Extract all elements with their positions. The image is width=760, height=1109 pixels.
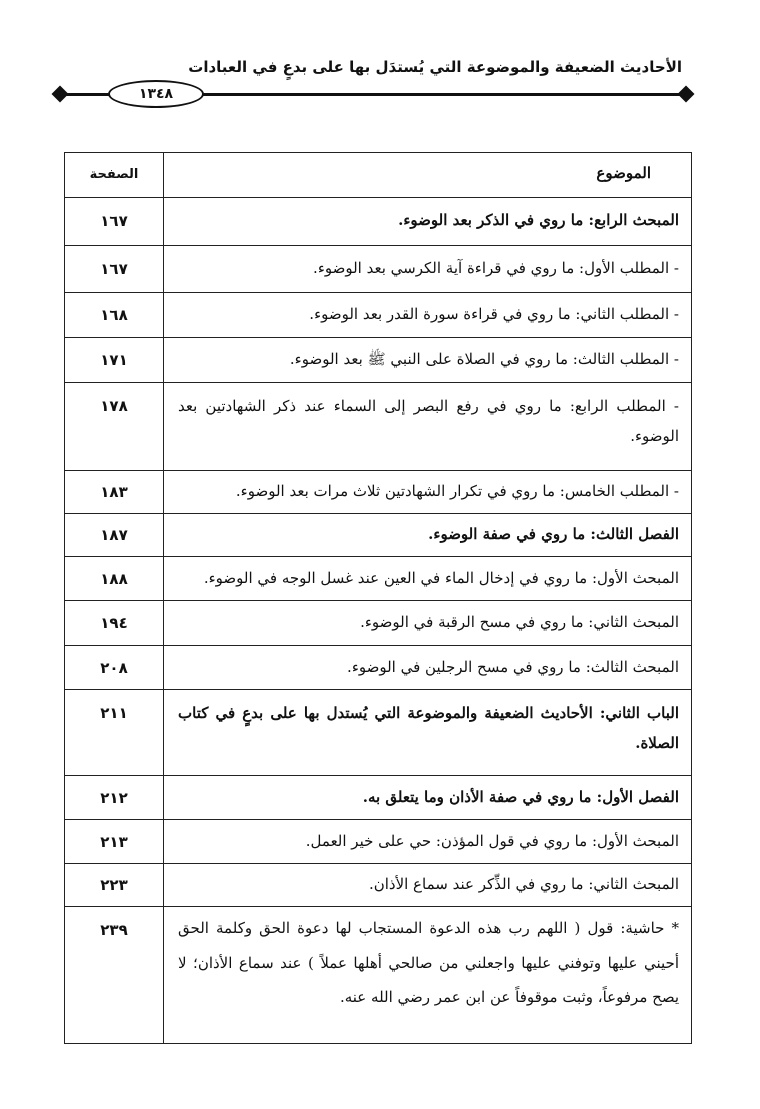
toc-entry-topic: - المطلب الأول: ما روي في قراءة آية الكرسي بعد الوضوء. (163, 246, 691, 292)
toc-row (65, 820, 691, 864)
page-number: ١٣٤٨ (108, 80, 204, 108)
toc-entry-topic: - المطلب الرابع: ما روي في رفع البصر إلى السماء عند ذكر الشهادتين بعد الوضوء. (163, 383, 691, 470)
toc-entry-page: ٢٠٨ (100, 659, 128, 677)
header-ornament-left (52, 86, 69, 103)
toc-row (65, 383, 691, 471)
toc-entry-topic: المبحث الأول: ما روي في قول المؤذن: حي على خير العمل. (163, 820, 691, 863)
toc-entry-page: ١٦٧ (100, 212, 128, 230)
toc-row (65, 776, 691, 820)
toc-row (65, 690, 691, 776)
toc-entry-topic: الفصل الثالث: ما روي في صفة الوضوء. (163, 514, 691, 556)
header-ornament-right (678, 86, 695, 103)
toc-entry-page: ٢٢٣ (100, 876, 128, 894)
toc-entry-page: ١٧١ (100, 351, 128, 369)
toc-entry-topic: المبحث الثاني: ما روي في مسح الرقبة في الوضوء. (163, 601, 691, 645)
toc-entry-page: ١٦٧ (100, 260, 128, 278)
toc-header-row (65, 153, 691, 198)
toc-entry-topic: * حاشية: قول ( اللهم رب هذه الدعوة المستجاب لها دعوة الحق وكلمة الحق أحيني عليها وتوفني عليها واجعلني من صالحي أهلها عملاً ) عند سماع الأذان؛ لا يصح مرفوعاً، وثبت موقوفاً عن ابن عمر رضي الله عنه. (163, 907, 691, 1043)
toc-row (65, 864, 691, 907)
toc-row (65, 907, 691, 1043)
toc-row (65, 514, 691, 557)
toc-entry-page: ٢١١ (100, 704, 128, 722)
toc-entry-topic: - المطلب الثالث: ما روي في الصلاة على النبي ﷺ بعد الوضوء. (163, 338, 691, 382)
toc-entry-topic: المبحث الثاني: ما روي في الذِّكر عند سماع الأذان. (163, 864, 691, 906)
toc-entry-topic: - المطلب الخامس: ما روي في تكرار الشهادتين ثلاث مرات بعد الوضوء. (163, 471, 691, 513)
column-header-topic: الموضوع (163, 153, 691, 197)
toc-entry-page: ١٨٨ (100, 570, 128, 588)
toc-entry-topic: المبحث الثالث: ما روي في مسح الرجلين في الوضوء. (163, 646, 691, 689)
toc-row (65, 246, 691, 293)
toc-row (65, 471, 691, 514)
toc-entry-page: ٢١٢ (100, 789, 128, 807)
toc-entry-page: ١٦٨ (100, 306, 128, 324)
toc-entry-page: ٢١٣ (100, 833, 128, 851)
toc-entry-page: ١٧٨ (100, 397, 128, 415)
toc-entry-page: ١٨٧ (100, 526, 128, 544)
column-header-page: الصفحة (89, 167, 139, 182)
toc-entry-topic: - المطلب الثاني: ما روي في قراءة سورة القدر بعد الوضوء. (163, 293, 691, 337)
toc-entry-topic: المبحث الرابع: ما روي في الذكر بعد الوضوء. (163, 198, 691, 245)
toc-row (65, 646, 691, 690)
table-of-contents (64, 152, 692, 1044)
toc-row (65, 338, 691, 383)
toc-entry-topic: المبحث الأول: ما روي في إدخال الماء في العين عند غسل الوجه في الوضوء. (163, 557, 691, 600)
toc-entry-page: ٢٣٩ (100, 921, 128, 939)
toc-row (65, 557, 691, 601)
toc-row (65, 198, 691, 246)
toc-entry-page: ١٩٤ (100, 614, 128, 632)
toc-row (65, 601, 691, 646)
toc-entry-topic: الفصل الأول: ما روي في صفة الأذان وما يتعلق به. (163, 776, 691, 819)
toc-row (65, 293, 691, 338)
toc-entry-page: ١٨٣ (100, 483, 128, 501)
toc-entry-topic: الباب الثاني: الأحاديث الضعيفة والموضوعة التي يُستدل بها على بدعٍ في كتاب الصلاة. (163, 690, 691, 775)
running-head-title: الأحاديث الضعيفة والموضوعة التي يُستدَل بها على بدعٍ في العبادات (188, 58, 682, 76)
